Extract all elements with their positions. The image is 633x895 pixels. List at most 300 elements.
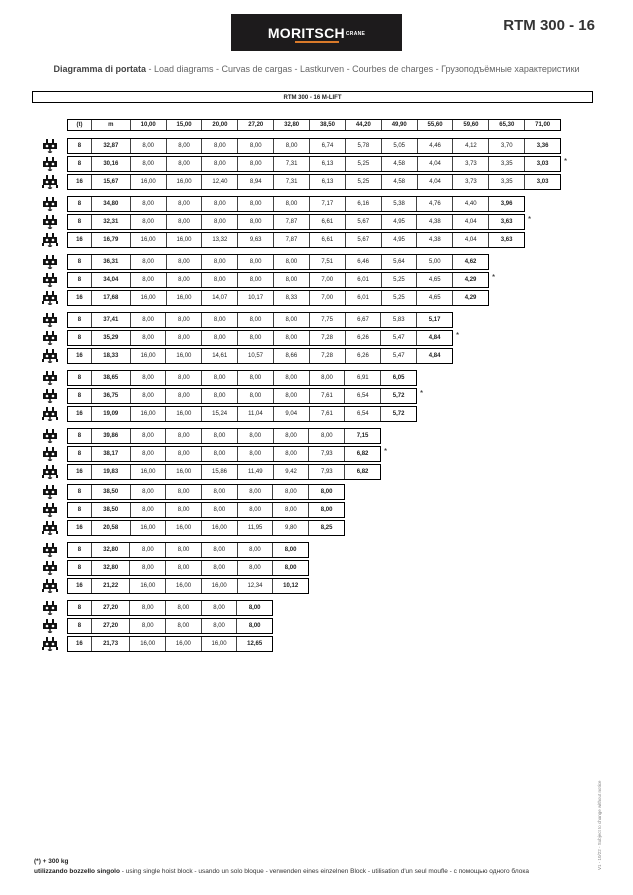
hoist-single-icon — [42, 601, 58, 615]
table-cell: 7,93 — [308, 465, 344, 479]
table-cell: 16,00 — [201, 637, 237, 651]
table-cell: 16,00 — [201, 521, 237, 535]
column-header: 32,80 — [273, 120, 309, 130]
table-cell: 8,00 — [201, 429, 237, 443]
table-row — [67, 484, 345, 500]
table-cell: 8 — [77, 335, 82, 341]
table-cell: 15,24 — [201, 407, 237, 421]
table-cell: 4,04 — [452, 215, 488, 229]
revision-note: V1 - 10/22 - Subject to change without notice — [597, 780, 602, 870]
extra-load-marker: * — [384, 447, 388, 456]
table-cell: 8,00 — [201, 331, 237, 345]
table-cell: 3,35 — [488, 157, 524, 171]
table-row — [67, 428, 381, 444]
table-cell: 9,04 — [273, 407, 309, 421]
table-cell: 8,00 — [272, 543, 308, 557]
extra-load-marker: * — [564, 157, 568, 166]
hoist-single-icon — [42, 255, 58, 269]
table-cell: 10,12 — [272, 579, 308, 593]
table-cell: 8,00 — [129, 619, 165, 633]
table-cell: 8 — [77, 259, 82, 265]
table-cell: 16,00 — [130, 291, 166, 305]
table-cell: 8,00 — [166, 197, 202, 211]
table-cell: 8,00 — [130, 429, 166, 443]
table-cell: 11,49 — [237, 465, 273, 479]
table-cell: 8,00 — [273, 255, 309, 269]
table-cell: 9,63 — [237, 233, 273, 247]
table-cell: 8,00 — [273, 371, 309, 385]
hoist-single-icon — [42, 389, 58, 403]
table-cell: 8,00 — [273, 389, 309, 403]
table-cell: 4,38 — [416, 215, 452, 229]
table-cell: 4,84 — [416, 331, 452, 345]
table-cell: 8,00 — [201, 485, 237, 499]
table-cell: 19,83 — [91, 465, 130, 479]
table-cell: 8,00 — [237, 389, 273, 403]
table-cell: 14,07 — [201, 291, 237, 305]
table-cell: 8,00 — [130, 255, 166, 269]
table-cell: 5,47 — [380, 331, 416, 345]
table-cell: 21,73 — [91, 637, 130, 651]
hoist-single-icon — [42, 215, 58, 229]
table-cell: 5,64 — [381, 255, 417, 269]
table-cell: 16 — [76, 237, 83, 243]
table-cell: 8 — [77, 565, 82, 571]
table-cell: 8,00 — [130, 331, 166, 345]
table-cell: 8,00 — [130, 215, 166, 229]
table-cell: 4,76 — [416, 197, 452, 211]
extra-load-marker: * — [528, 215, 532, 224]
footnote-extra-load: (*) + 300 kg — [34, 858, 69, 865]
table-cell: 8,00 — [201, 619, 237, 633]
table-header — [67, 119, 561, 131]
table-cell: 8,00 — [165, 331, 201, 345]
table-cell: 10,57 — [237, 349, 273, 363]
table-cell: 5,25 — [381, 273, 417, 287]
table-row — [67, 272, 489, 288]
table-cell: 3,70 — [488, 139, 524, 153]
table-cell: 8,33 — [273, 291, 309, 305]
table-cell: 8,00 — [237, 273, 273, 287]
table-cell: 34,04 — [91, 273, 130, 287]
table-cell: 8,00 — [201, 389, 237, 403]
table-cell: 4,65 — [416, 273, 452, 287]
table-row — [67, 196, 525, 212]
table-cell: 16,00 — [165, 637, 201, 651]
table-cell: 8,00 — [165, 447, 201, 461]
table-cell: 6,13 — [309, 175, 345, 189]
table-cell: 6,61 — [309, 215, 345, 229]
table-cell: 6,91 — [344, 371, 380, 385]
table-cell: 6,82 — [344, 447, 380, 461]
table-cell: 7,00 — [309, 273, 345, 287]
table-cell: 8,00 — [130, 447, 166, 461]
table-cell: 5,72 — [380, 407, 416, 421]
table-cell: 16,79 — [91, 233, 130, 247]
table-cell: 18,33 — [91, 349, 130, 363]
table-cell: 7,87 — [273, 233, 309, 247]
table-cell: 8 — [77, 201, 82, 207]
table-row — [67, 446, 381, 462]
table-row — [67, 232, 525, 248]
table-cell: 8,00 — [166, 139, 202, 153]
table-cell: 32,87 — [91, 139, 130, 153]
table-cell: 8,00 — [130, 197, 166, 211]
table-cell: 8,00 — [165, 503, 201, 517]
table-row — [67, 290, 489, 306]
mode-banner: RTM 300 - 16 M-LIFT — [32, 91, 593, 103]
footnote-single-block: utilizzando bozzello singolo - using single hoist block - usando un solo bloque - verwenden eines einzelnen Block - utilisation d'un seul moufle - с помощью одного блока — [34, 868, 529, 875]
hoist-single-icon — [42, 331, 58, 345]
hoist-double-icon — [42, 291, 58, 305]
hoist-single-icon — [42, 139, 58, 153]
table-cell: 6,13 — [309, 157, 345, 171]
table-cell: 38,65 — [91, 371, 130, 385]
table-cell: 8,00 — [201, 447, 237, 461]
table-cell: 3,36 — [524, 139, 560, 153]
table-cell: 12,65 — [236, 637, 272, 651]
table-cell: 7,28 — [309, 331, 345, 345]
table-cell: 8,00 — [237, 157, 273, 171]
table-cell: 11,04 — [237, 407, 273, 421]
table-cell: 8,00 — [201, 157, 237, 171]
table-cell: 6,82 — [344, 465, 380, 479]
table-cell: 8,00 — [236, 619, 272, 633]
table-cell: 7,75 — [309, 313, 345, 327]
hoist-single-icon — [42, 543, 58, 557]
table-cell: 9,80 — [272, 521, 308, 535]
table-cell: 16 — [76, 469, 83, 475]
table-cell: 16,00 — [130, 175, 166, 189]
table-cell: 9,42 — [273, 465, 309, 479]
table-cell: 8 — [77, 393, 82, 399]
table-cell: 8 — [77, 605, 82, 611]
table-row — [67, 560, 309, 576]
table-cell: 8,00 — [130, 313, 166, 327]
column-header: 20,00 — [201, 120, 237, 130]
table-cell: 5,72 — [380, 389, 416, 403]
table-cell: 8 — [77, 433, 82, 439]
table-cell: 5,25 — [381, 291, 417, 305]
table-cell: 12,34 — [237, 579, 273, 593]
column-header: m — [91, 120, 130, 130]
table-cell: 32,80 — [91, 561, 130, 575]
table-cell: 8 — [77, 489, 82, 495]
table-cell: 4,04 — [452, 233, 488, 247]
table-row — [67, 254, 489, 270]
table-row — [67, 618, 273, 634]
table-cell: 16,00 — [130, 521, 166, 535]
table-cell: 15,86 — [201, 465, 237, 479]
column-header: 27,20 — [237, 120, 273, 130]
table-cell: 3,35 — [488, 175, 524, 189]
table-cell: 8 — [77, 143, 82, 149]
table-cell: 8,00 — [201, 371, 237, 385]
table-cell: 3,03 — [524, 175, 560, 189]
table-cell: 4,58 — [381, 175, 417, 189]
table-cell: 8 — [77, 507, 82, 513]
column-header: 38,50 — [309, 120, 345, 130]
extra-load-marker: * — [456, 331, 460, 340]
table-cell: 8,00 — [237, 447, 273, 461]
logo-underline — [295, 41, 339, 43]
table-cell: 5,67 — [345, 215, 381, 229]
table-cell: 16,00 — [130, 233, 166, 247]
table-cell: 32,31 — [91, 215, 130, 229]
table-cell: 6,26 — [345, 331, 381, 345]
table-cell: 7,61 — [309, 389, 345, 403]
table-cell: 16 — [76, 641, 83, 647]
column-header: 71,00 — [524, 120, 560, 130]
table-cell: 8,00 — [129, 561, 165, 575]
table-cell: 3,63 — [488, 215, 524, 229]
table-cell: 8 — [77, 317, 82, 323]
table-cell: 8,00 — [201, 543, 237, 557]
table-cell: 8,00 — [130, 503, 166, 517]
table-cell: 6,01 — [345, 291, 381, 305]
table-cell: 8,00 — [166, 273, 202, 287]
hoist-double-icon — [42, 521, 58, 535]
table-cell: 6,26 — [345, 349, 381, 363]
table-cell: 8,00 — [237, 503, 273, 517]
table-row — [67, 370, 417, 386]
column-header: 55,60 — [417, 120, 453, 130]
table-cell: 8,00 — [165, 389, 201, 403]
table-row — [67, 330, 453, 346]
table-cell: 5,83 — [380, 313, 416, 327]
column-header: 10,00 — [130, 120, 166, 130]
table-cell: 8,66 — [273, 349, 309, 363]
table-cell: 27,20 — [91, 601, 130, 615]
table-cell: 16,00 — [166, 175, 202, 189]
table-cell: 8,00 — [308, 485, 344, 499]
table-cell: 16 — [76, 583, 83, 589]
table-cell: 5,47 — [380, 349, 416, 363]
table-cell: 16,00 — [201, 579, 237, 593]
table-cell: 5,25 — [345, 157, 381, 171]
table-cell: 4,40 — [452, 197, 488, 211]
table-row — [67, 578, 309, 594]
table-cell: 16,00 — [165, 521, 201, 535]
table-cell: 3,03 — [524, 157, 560, 171]
hoist-single-icon — [42, 619, 58, 633]
table-cell: 12,40 — [201, 175, 237, 189]
table-cell: 14,61 — [201, 349, 237, 363]
table-cell: 8,00 — [237, 371, 273, 385]
table-cell: 8 — [77, 451, 82, 457]
table-cell: 8,00 — [237, 561, 273, 575]
extra-load-marker: * — [492, 273, 496, 282]
table-cell: 4,38 — [416, 233, 452, 247]
table-cell: 3,73 — [452, 175, 488, 189]
table-cell: 16,00 — [130, 407, 166, 421]
table-cell: 3,63 — [488, 233, 524, 247]
table-cell: 4,95 — [381, 215, 417, 229]
table-cell: 4,46 — [417, 139, 453, 153]
table-cell: 8,00 — [308, 503, 344, 517]
table-cell: 13,32 — [201, 233, 237, 247]
table-cell: 4,29 — [452, 273, 488, 287]
table-cell: 6,05 — [380, 371, 416, 385]
table-cell: 8 — [77, 547, 82, 553]
table-cell: 7,87 — [273, 215, 309, 229]
table-cell: 8,00 — [236, 601, 272, 615]
table-cell: 7,28 — [309, 349, 345, 363]
table-row — [67, 636, 273, 652]
table-cell: 4,04 — [417, 157, 453, 171]
table-cell: 16,00 — [165, 349, 201, 363]
table-cell: 8 — [77, 277, 82, 283]
table-cell: 6,01 — [345, 273, 381, 287]
table-cell: 8,00 — [237, 429, 273, 443]
hoist-double-icon — [42, 579, 58, 593]
table-cell: 4,58 — [381, 157, 417, 171]
table-cell: 8,00 — [201, 255, 237, 269]
table-cell: 7,15 — [344, 429, 380, 443]
table-cell: 4,65 — [416, 291, 452, 305]
table-cell: 34,80 — [91, 197, 130, 211]
hoist-double-icon — [42, 233, 58, 247]
column-header: 59,60 — [452, 120, 488, 130]
table-cell: 4,04 — [417, 175, 453, 189]
table-cell: 8,00 — [165, 601, 201, 615]
table-cell: 20,58 — [91, 521, 130, 535]
table-cell: 8,00 — [130, 157, 166, 171]
table-cell: 3,96 — [488, 197, 524, 211]
table-cell: 7,61 — [309, 407, 345, 421]
table-cell: 16,00 — [166, 291, 202, 305]
table-cell: 8,00 — [165, 313, 201, 327]
table-cell: 7,17 — [309, 197, 345, 211]
table-cell: 7,31 — [273, 175, 309, 189]
table-cell: 32,80 — [91, 543, 130, 557]
table-cell: 7,00 — [309, 291, 345, 305]
table-cell: 8,00 — [237, 543, 273, 557]
table-cell: 8,00 — [129, 543, 165, 557]
table-cell: 16 — [76, 353, 83, 359]
table-cell: 8,00 — [237, 485, 273, 499]
table-cell: 16,00 — [129, 637, 165, 651]
table-cell: 36,75 — [91, 389, 130, 403]
table-cell: 8,00 — [273, 139, 309, 153]
table-cell: 21,22 — [91, 579, 130, 593]
page-subtitle: Diagramma di portata - Load diagrams - Curvas de cargas - Lastkurven - Courbes de charges - Грузоподъёмные характеристики — [53, 64, 580, 74]
table-cell: 8,00 — [272, 503, 308, 517]
table-cell: 6,54 — [344, 407, 380, 421]
hoist-double-icon — [42, 637, 58, 651]
table-cell: 5,05 — [381, 139, 417, 153]
table-cell: 15,67 — [91, 175, 130, 189]
brand-logo — [231, 14, 402, 51]
table-cell: 8,00 — [308, 429, 344, 443]
table-cell: 8,00 — [273, 447, 309, 461]
table-cell: 8 — [77, 375, 82, 381]
table-cell: 8,00 — [165, 429, 201, 443]
table-cell: 16,00 — [130, 465, 166, 479]
table-cell: 8,00 — [130, 273, 166, 287]
table-cell: 8,00 — [165, 561, 201, 575]
table-cell: 10,17 — [237, 291, 273, 305]
table-cell: 8,00 — [130, 485, 166, 499]
table-cell: 8,00 — [130, 371, 166, 385]
table-cell: 17,68 — [91, 291, 130, 305]
table-cell: 16 — [76, 179, 83, 185]
table-cell: 5,38 — [381, 197, 417, 211]
table-cell: 8 — [77, 219, 82, 225]
table-row — [67, 406, 417, 422]
table-row — [67, 520, 345, 536]
table-cell: 4,95 — [381, 233, 417, 247]
table-cell: 11,95 — [237, 521, 273, 535]
table-cell: 8 — [77, 623, 82, 629]
table-cell: 16 — [76, 295, 83, 301]
hoist-single-icon — [42, 561, 58, 575]
hoist-single-icon — [42, 447, 58, 461]
hoist-single-icon — [42, 313, 58, 327]
table-cell: 8,00 — [130, 139, 166, 153]
table-cell: 8,00 — [165, 371, 201, 385]
column-header: 49,90 — [381, 120, 417, 130]
table-cell: 38,17 — [91, 447, 130, 461]
table-cell: 16,00 — [129, 579, 165, 593]
table-cell: 19,09 — [91, 407, 130, 421]
table-cell: 37,41 — [91, 313, 130, 327]
table-cell: 5,67 — [345, 233, 381, 247]
table-cell: 8,00 — [273, 313, 309, 327]
hoist-single-icon — [42, 273, 58, 287]
table-cell: 8,00 — [273, 273, 309, 287]
table-cell: 8,00 — [237, 255, 273, 269]
table-cell: 8,00 — [201, 215, 237, 229]
table-cell: 8,00 — [272, 561, 308, 575]
hoist-single-icon — [42, 371, 58, 385]
table-cell: 4,12 — [452, 139, 488, 153]
table-row — [67, 388, 417, 404]
column-header: 44,20 — [345, 120, 381, 130]
table-cell: 6,46 — [345, 255, 381, 269]
table-row — [67, 502, 345, 518]
table-cell: 8,00 — [165, 543, 201, 557]
table-cell: 16,00 — [165, 407, 201, 421]
table-cell: 3,73 — [452, 157, 488, 171]
column-header: 15,00 — [166, 120, 202, 130]
table-cell: 30,16 — [91, 157, 130, 171]
table-cell: 4,62 — [452, 255, 488, 269]
hoist-single-icon — [42, 485, 58, 499]
model-title: RTM 300 - 16 — [503, 17, 595, 34]
table-cell: 6,54 — [344, 389, 380, 403]
hoist-single-icon — [42, 197, 58, 211]
table-cell: 8,00 — [309, 371, 345, 385]
table-cell: 6,74 — [309, 139, 345, 153]
hoist-single-icon — [42, 503, 58, 517]
column-header: (t) — [76, 122, 83, 128]
table-cell: 8,00 — [201, 197, 237, 211]
table-cell: 16,00 — [165, 465, 201, 479]
table-cell: 8,00 — [237, 139, 273, 153]
table-cell: 8,00 — [166, 255, 202, 269]
extra-load-marker: * — [420, 389, 424, 398]
table-cell: 7,51 — [309, 255, 345, 269]
table-row — [67, 542, 309, 558]
table-cell: 8,00 — [201, 139, 237, 153]
table-cell: 8,00 — [201, 313, 237, 327]
table-cell: 4,29 — [452, 291, 488, 305]
table-cell: 6,67 — [345, 313, 381, 327]
table-cell: 4,84 — [416, 349, 452, 363]
table-cell: 16,00 — [130, 349, 166, 363]
table-row — [67, 600, 273, 616]
